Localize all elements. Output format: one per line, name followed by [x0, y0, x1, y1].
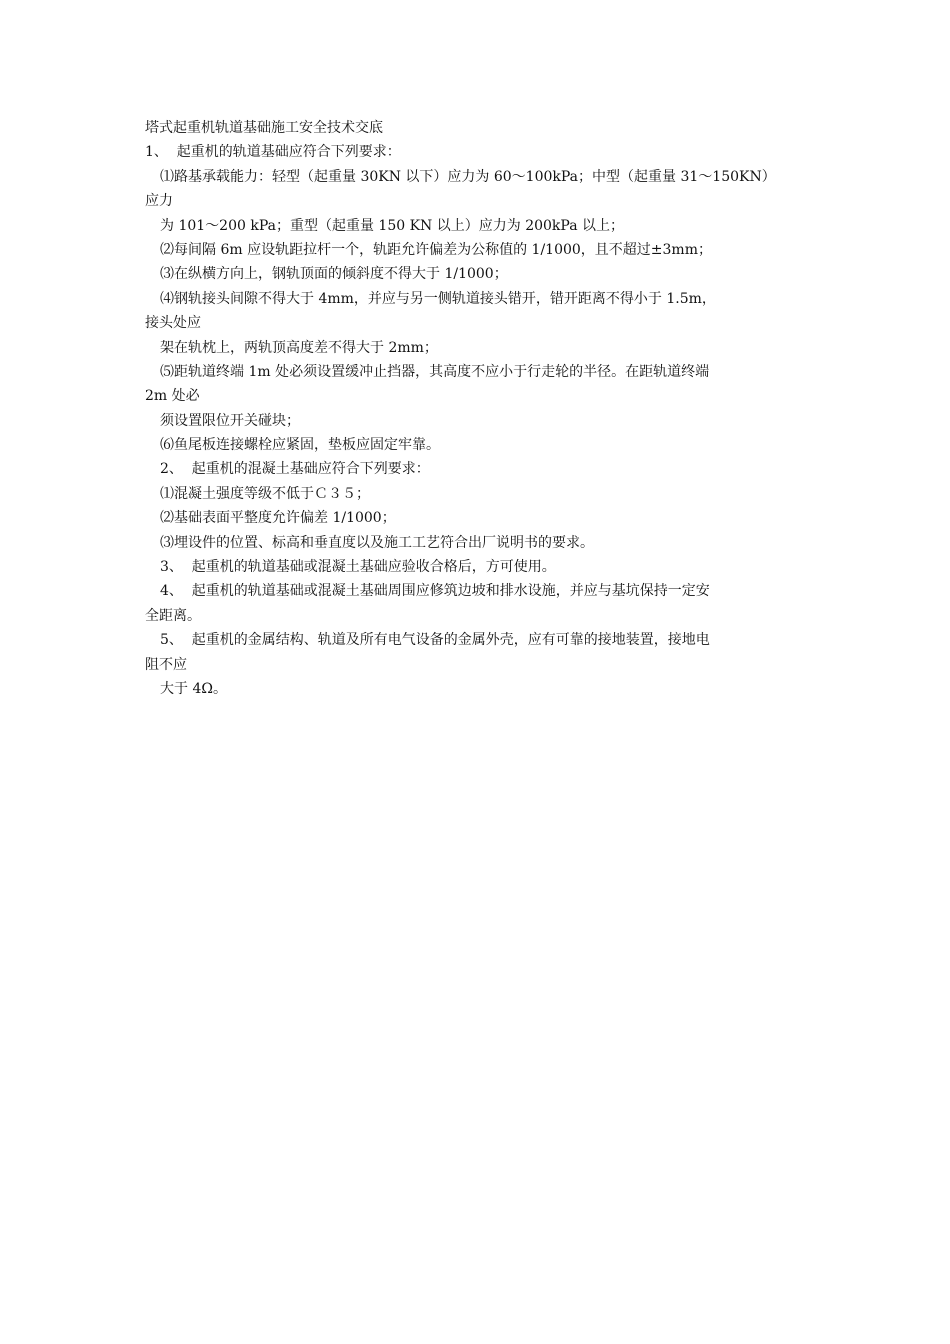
paragraph-line: 2m 处必 — [145, 388, 200, 405]
paragraph-line: ⑹鱼尾板连接螺栓应紧固，垫板应固定牢靠。 — [160, 437, 440, 454]
document-title: 塔式起重机轨道基础施工安全技术交底 — [145, 120, 383, 136]
paragraph-line: 接头处应 — [145, 315, 201, 332]
paragraph-line: ⑴路基承载能力：轻型（起重量 30KN 以下）应力为 60～100kPa；中型（起重量 31～150KN） — [160, 168, 776, 185]
section-1-heading: 1、 起重机的轨道基础应符合下列要求： — [145, 144, 401, 161]
paragraph-line: 阻不应 — [145, 656, 187, 673]
section-4-line: 4、 起重机的轨道基础或混凝土基础周围应修筑边坡和排水设施，并应与基坑保持一定安 — [160, 583, 710, 600]
paragraph-line: ⑸距轨道终端 1m 处必须设置缓冲止挡器，其高度不应小于行走轮的半径。在距轨道终端 — [160, 363, 710, 380]
paragraph-line: 架在轨枕上，两轨顶高度差不得大于 2mm； — [160, 339, 438, 356]
paragraph-line: ⑷钢轨接头间隙不得大于 4mm，并应与另一侧轨道接头错开，错开距离不得小于 1.5m， — [160, 290, 716, 307]
paragraph-line: 应力 — [145, 193, 173, 210]
paragraph-line: ⑶埋设件的位置、标高和垂直度以及施工工艺符合出厂说明书的要求。 — [160, 534, 594, 551]
paragraph-line: ⑶在纵横方向上，钢轨顶面的倾斜度不得大于 1/1000； — [160, 266, 508, 283]
paragraph-line: ⑴混凝土强度等级不低于Ｃ３５； — [160, 485, 370, 502]
paragraph-line: 全距离。 — [145, 607, 201, 624]
section-3-line: 3、 起重机的轨道基础或混凝土基础应验收合格后，方可使用。 — [160, 559, 556, 576]
paragraph-line: 为 101～200 kPa；重型（起重量 150 KN 以上）应力为 200kPa 以上； — [160, 217, 624, 234]
paragraph-line: ⑵每间隔 6m 应设轨距拉杆一个，轨距允许偏差为公称值的 1/1000，且不超过±3mm； — [160, 241, 712, 258]
paragraph-line: 须设置限位开关碰块； — [160, 412, 300, 429]
section-5-line: 5、 起重机的金属结构、轨道及所有电气设备的金属外壳，应有可靠的接地装置，接地电 — [160, 632, 710, 649]
document-body — [145, 116, 810, 701]
paragraph-line: 大于 4Ω。 — [160, 680, 227, 697]
section-2-heading: 2、 起重机的混凝土基础应符合下列要求： — [160, 461, 430, 478]
paragraph-line: ⑵基础表面平整度允许偏差 1/1000； — [160, 510, 396, 527]
